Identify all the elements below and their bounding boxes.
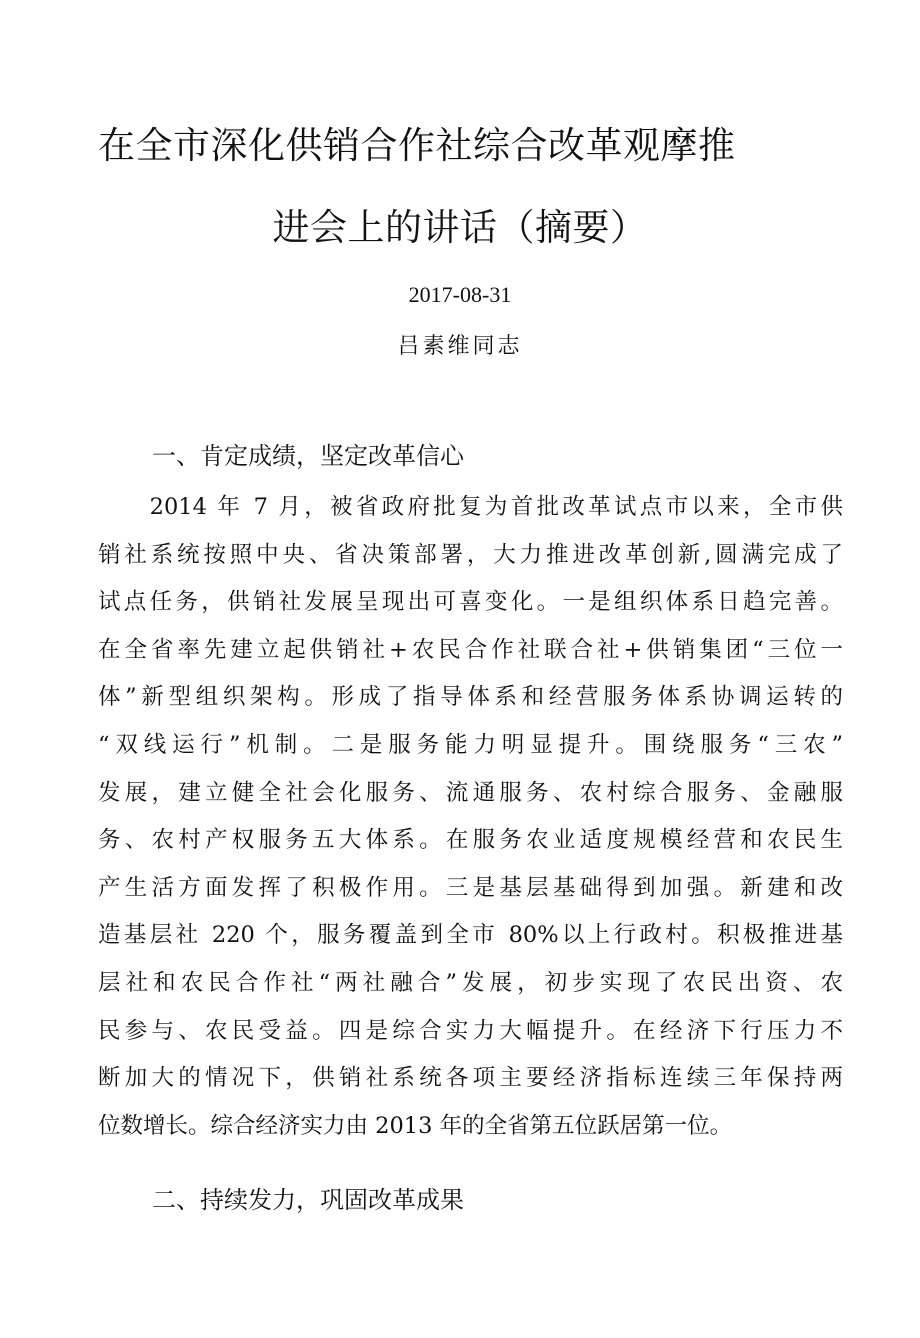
body-line: 试点任务，供销社发展呈现出可喜变化。一是组织体系日趋完善。: [98, 589, 843, 616]
body-line: 发展，建立健全社会化服务、流通服务、农村综合服务、金融服: [98, 779, 843, 806]
body-line: 2014 年 7 月，被省政府批复为首批改革试点市以来，全市供: [98, 494, 843, 520]
body-line: 体”新型组织架构。形成了指导体系和经营服务体系协调运转的: [98, 684, 843, 711]
section-1-body: [98, 484, 843, 1150]
document-title-line-2: 进会上的讲话（摘要）: [272, 206, 648, 249]
body-line: 断加大的情况下，供销社系统各项主要经济指标连续三年保持两: [98, 1065, 843, 1092]
document-author: 吕素维同志: [397, 334, 523, 359]
body-line: “双线运行”机制。二是服务能力明显提升。围绕服务“三农”: [98, 731, 843, 758]
body-line: 务、农村产权服务五大体系。在服务农业适度规模经营和农民生: [98, 827, 843, 854]
section-heading-1: 一、肯定成绩，坚定改革信心: [152, 442, 464, 470]
body-line: 销社系统按照中央、省决策部署，大力推进改革创新,圆满完成了: [98, 541, 843, 568]
document-date: 2017-08-31: [408, 282, 512, 307]
body-line: 产生活方面发挥了积极作用。三是基层基础得到加强。新建和改: [98, 874, 843, 901]
body-line: 层社和农民合作社“两社融合”发展，初步实现了农民出资、农: [98, 969, 843, 996]
document-title-line-1: 在全市深化供销合作社综合改革观摩推: [98, 124, 736, 167]
body-line: 位数增长。综合经济实力由 2013 年的全省第五位跃居第一位。: [98, 1112, 733, 1139]
section-heading-2: 二、持续发力，巩固改革成果: [152, 1186, 464, 1214]
body-line: 在全省率先建立起供销社+农民合作社联合社+供销集团“三位一: [98, 636, 843, 663]
body-line: 民参与、农民受益。四是综合实力大幅提升。在经济下行压力不: [98, 1017, 843, 1044]
body-line: 造基层社 220 个，服务覆盖到全市 80%以上行政村。积极推进基: [98, 922, 843, 949]
